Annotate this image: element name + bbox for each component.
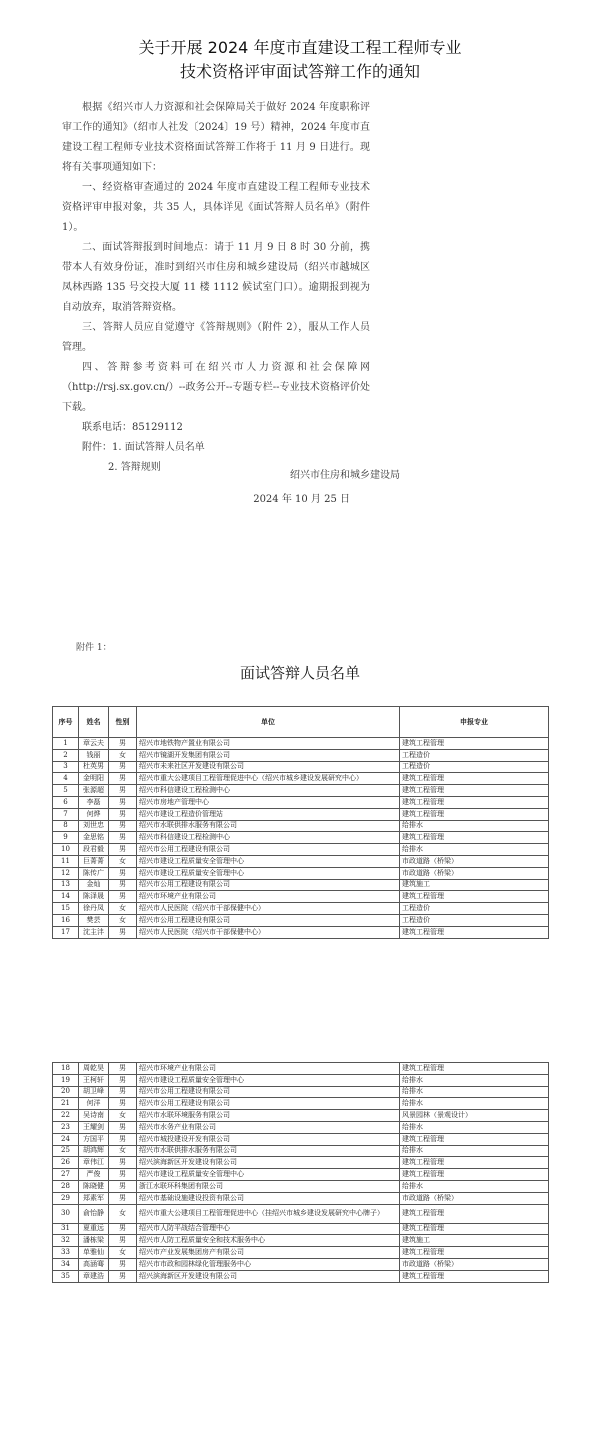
cell-unit: 浙江水联环科集团有限公司 [137,1180,400,1192]
table-row [53,1121,549,1133]
cell-unit: 绍兴市人防平战结合管理中心 [137,1223,400,1235]
table-row [53,879,549,891]
list-title: 面试答辩人员名单 [239,664,360,682]
cell-no: 22 [53,1110,79,1122]
cell-unit: 绍兴市水联环境服务有限公司 [137,1110,400,1122]
cell-name: 金灿 [79,879,109,891]
cell-no: 8 [53,820,79,832]
cell-gender: 男 [109,1169,137,1181]
cell-gender: 女 [109,1110,137,1122]
cell-name: 章云夫 [79,738,109,750]
cell-no: 5 [53,785,79,797]
header-name: 姓名 [79,707,109,738]
cell-name: 王耀剑 [79,1121,109,1133]
cell-major: 建筑工程管理 [400,1247,549,1259]
cell-name: 周乾昊 [79,1063,109,1075]
notice-paragraph-3: 二、面试答辩报到时间地点：请于 11 月 9 日 8 时 30 分前，携带本人有效身份证，准时到绍兴市住房和城乡建设局（绍兴市越城区凤林西路 135 号交投大厦 11 楼 1112 候试室门口）。逾期报到视为自动放弃，取消答辩资格。 [62,242,370,313]
cell-no: 35 [53,1270,79,1282]
cell-gender: 男 [109,820,137,832]
cell-major: 工程造价 [400,903,549,915]
table-row [53,1133,549,1145]
notice-paragraph-4: 三、答辩人员应自觉遵守《答辩规则》（附件 2），服从工作人员管理。 [62,322,370,353]
cell-no: 27 [53,1169,79,1181]
table-row [53,867,549,879]
cell-unit: 绍兴市建设工程质量安全管理中心 [137,867,400,879]
cell-unit: 绍兴市环境产业有限公司 [137,1063,400,1075]
cell-name: 方国平 [79,1133,109,1145]
cell-major: 工程造价 [400,761,549,773]
table-row [53,855,549,867]
cell-no: 29 [53,1192,79,1204]
cell-unit: 绍兴市科信建设工程检测中心 [137,832,400,844]
cell-unit: 绍兴市公用工程建设有限公司 [137,914,400,926]
notice-section [0,0,600,600]
cell-name: 段君毅 [79,844,109,856]
table-row [53,1086,549,1098]
cell-major: 建筑工程管理 [400,1223,549,1235]
cell-unit: 绍兴市市政和园林绿化管理服务中心 [137,1258,400,1270]
cell-name: 严俊 [79,1169,109,1181]
cell-unit: 绍兴市重大公建项目工程管理促进中心（挂绍兴市城乡建设发展研究中心牌子） [137,1204,400,1223]
cell-major: 给排水 [400,1180,549,1192]
cell-name: 陈泽晟 [79,891,109,903]
cell-name: 胡卫峰 [79,1086,109,1098]
cell-name: 张源超 [79,785,109,797]
table-row [53,1145,549,1157]
table-row [53,1204,549,1223]
cell-gender: 男 [109,891,137,903]
cell-major: 工程造价 [400,914,549,926]
cell-unit: 绍兴市人防工程质量安全和技术服务中心 [137,1235,400,1247]
cell-gender: 男 [109,773,137,785]
cell-unit: 绍兴市公用工程建设有限公司 [137,844,400,856]
table-row [53,773,549,785]
cell-gender: 男 [109,808,137,820]
table-row [53,1110,549,1122]
cell-major: 给排水 [400,1145,549,1157]
cell-major: 建筑工程管理 [400,1169,549,1181]
cell-name: 胡鸿辉 [79,1145,109,1157]
table-header-row [53,707,549,738]
cell-name: 刘世忠 [79,820,109,832]
table-row [53,1192,549,1204]
cell-major: 市政道路（桥梁） [400,1258,549,1270]
table-row [53,914,549,926]
cell-name: 章伟江 [79,1157,109,1169]
cell-no: 19 [53,1074,79,1086]
cell-major: 建筑工程管理 [400,785,549,797]
cell-major: 建筑工程管理 [400,773,549,785]
cell-name: 巨菁菁 [79,855,109,867]
cell-name: 何烨 [79,808,109,820]
cell-unit: 绍兴市环境产业有限公司 [137,891,400,903]
notice-paragraph-2: 一、经资格审查通过的 2024 年度市直建设工程工程师专业技术资格评审申报对象，共 35 人，具体详见《面试答辩人员名单》（附件 1）。 [62,182,370,233]
cell-gender: 女 [109,855,137,867]
cell-gender: 女 [109,749,137,761]
cell-gender: 男 [109,1258,137,1270]
cell-unit: 绍兴滨海新区开发建设有限公司 [137,1270,400,1282]
cell-gender: 男 [109,867,137,879]
cell-name: 吴诗南 [79,1110,109,1122]
notice-title-line1: 关于开展 2024 年度市直建设工程工程师专业 [138,38,462,57]
cell-unit: 绍兴市建设工程质量安全管理中心 [137,1169,400,1181]
cell-no: 20 [53,1086,79,1098]
table-row [53,1247,549,1259]
cell-major: 工程造价 [400,749,549,761]
cell-no: 14 [53,891,79,903]
cell-major: 市政道路（桥梁） [400,1192,549,1204]
cell-name: 李磊 [79,796,109,808]
cell-unit: 绍兴市城投建设开发有限公司 [137,1133,400,1145]
cell-unit: 绍兴市未来社区开发建设有限公司 [137,761,400,773]
cell-no: 33 [53,1247,79,1259]
header-unit: 单位 [137,707,400,738]
cell-gender: 女 [109,903,137,915]
cell-major: 建筑工程管理 [400,1063,549,1075]
cell-name: 陈晓健 [79,1180,109,1192]
cell-name: 俞怡静 [79,1204,109,1223]
table-row [53,820,549,832]
table-row [53,1180,549,1192]
cell-name: 单雅仙 [79,1247,109,1259]
cell-name: 章建浩 [79,1270,109,1282]
cell-unit: 绍兴市水联供排水服务有限公司 [137,820,400,832]
cell-gender: 男 [109,1270,137,1282]
cell-gender: 男 [109,785,137,797]
table-row [53,785,549,797]
cell-no: 16 [53,914,79,926]
cell-major: 建筑工程管理 [400,1133,549,1145]
cell-no: 10 [53,844,79,856]
cell-unit: 绍兴市重大公建项目工程管理促进中心（绍兴市城乡建设发展研究中心） [137,773,400,785]
cell-major: 市政道路（桥梁） [400,855,549,867]
cell-name: 金思铭 [79,832,109,844]
issuer-name: 绍兴市住房和城乡建设局 [290,470,400,481]
notice-paragraph-5: 四、答辩参考资料可在绍兴市人力资源和社会保障网（http://rsj.sx.gov.cn/）--政务公开--专题专栏--专业技术资格评价处下载。 [62,362,370,413]
cell-major: 建筑工程管理 [400,1270,549,1282]
cell-major: 给排水 [400,1121,549,1133]
cell-major: 风景园林（景观设计） [400,1110,549,1122]
cell-gender: 男 [109,1086,137,1098]
cell-major: 建筑工程管理 [400,808,549,820]
cell-no: 2 [53,749,79,761]
cell-gender: 男 [109,1180,137,1192]
cell-name: 郑素军 [79,1192,109,1204]
notice-title-line2: 技术资格评审面试答辩工作的通知 [179,62,420,81]
cell-unit: 绍兴市水联供排水服务有限公司 [137,1145,400,1157]
cell-name: 潘栋梁 [79,1235,109,1247]
cell-unit: 绍兴市科信建设工程检测中心 [137,785,400,797]
cell-gender: 男 [109,761,137,773]
table-row [53,1169,549,1181]
table-row [53,903,549,915]
cell-unit: 绍兴市人民医院（绍兴市干部保健中心） [137,926,400,938]
cell-major: 建筑工程管理 [400,832,549,844]
cell-gender: 女 [109,1204,137,1223]
attachments-label: 附件：1. 面试答辩人员名单 [82,442,205,453]
cell-no: 31 [53,1223,79,1235]
cell-unit: 绍兴市建设工程造价管理站 [137,808,400,820]
cell-gender: 女 [109,914,137,926]
table-row [53,1223,549,1235]
cell-unit: 绍兴市地铁物产置业有限公司 [137,738,400,750]
notice-title [40,36,560,84]
cell-unit: 绍兴市公用工程建设有限公司 [137,879,400,891]
table-row [53,1235,549,1247]
cell-no: 30 [53,1204,79,1223]
cell-name: 徐丹凤 [79,903,109,915]
cell-major: 给排水 [400,820,549,832]
cell-gender: 男 [109,1098,137,1110]
cell-unit: 绍兴市基础设施建设投资有限公司 [137,1192,400,1204]
table-row [53,808,549,820]
cell-major: 给排水 [400,1098,549,1110]
cell-unit: 绍兴市人民医院（绍兴市干部保健中心） [137,903,400,915]
table-row [53,1270,549,1282]
cell-no: 9 [53,832,79,844]
roster-table-part2 [52,1062,549,1283]
cell-gender: 男 [109,832,137,844]
cell-gender: 男 [109,1074,137,1086]
cell-no: 12 [53,867,79,879]
cell-name: 沈主沣 [79,926,109,938]
cell-unit: 绍兴市水务产业有限公司 [137,1121,400,1133]
cell-no: 4 [53,773,79,785]
cell-gender: 男 [109,879,137,891]
cell-no: 18 [53,1063,79,1075]
cell-gender: 男 [109,1133,137,1145]
cell-name: 杜英男 [79,761,109,773]
cell-major: 建筑工程管理 [400,1157,549,1169]
cell-unit: 绍兴市建设工程质量安全管理中心 [137,855,400,867]
table-row [53,1074,549,1086]
cell-no: 25 [53,1145,79,1157]
cell-major: 建筑工程管理 [400,891,549,903]
cell-no: 6 [53,796,79,808]
cell-gender: 男 [109,1192,137,1204]
cell-no: 32 [53,1235,79,1247]
table-row [53,926,549,938]
cell-major: 建筑工程管理 [400,1204,549,1223]
cell-no: 23 [53,1121,79,1133]
cell-unit: 绍兴市公用工程建设有限公司 [137,1086,400,1098]
notice-body [62,98,370,478]
cell-gender: 男 [109,1063,137,1075]
cell-no: 24 [53,1133,79,1145]
notice-paragraph-1: 根据《绍兴市人力资源和社会保障局关于做好 2024 年度职称评审工作的通知》（绍市人社发〔2024〕19 号）精神，2024 年度市直建设工程工程师专业技术资格面试答辩工作将于 11 月 9 日进行。现将有关事项通知如下： [62,102,370,173]
cell-unit: 绍兴市镜湖开发集团有限公司 [137,749,400,761]
cell-gender: 男 [109,1157,137,1169]
cell-name: 陈传广 [79,867,109,879]
cell-major: 建筑工程管理 [400,926,549,938]
table-row [53,749,549,761]
issue-date: 2024 年 10 月 25 日 [253,494,350,505]
cell-gender: 男 [109,1121,137,1133]
table-row [53,761,549,773]
cell-no: 3 [53,761,79,773]
cell-gender: 男 [109,926,137,938]
cell-major: 给排水 [400,1086,549,1098]
cell-name: 王柯轩 [79,1074,109,1086]
cell-name: 樊芸 [79,914,109,926]
attachment-2: 2. 答辩规则 [108,462,161,473]
table-row [53,738,549,750]
cell-name: 夏重远 [79,1223,109,1235]
attachment-1-label: 附件 1： [76,643,112,653]
cell-name: 金明阳 [79,773,109,785]
cell-major: 建筑工程管理 [400,796,549,808]
cell-name: 高涵骞 [79,1258,109,1270]
cell-no: 7 [53,808,79,820]
cell-major: 建筑工程管理 [400,738,549,750]
cell-major: 给排水 [400,1074,549,1086]
roster-table-part1 [52,706,549,939]
cell-gender: 男 [109,796,137,808]
cell-no: 17 [53,926,79,938]
cell-major: 建筑施工 [400,1235,549,1247]
header-no: 序号 [53,707,79,738]
cell-major: 市政道路（桥梁） [400,867,549,879]
cell-unit: 绍兴滨海新区开发建设有限公司 [137,1157,400,1169]
table-row [53,844,549,856]
cell-no: 26 [53,1157,79,1169]
cell-gender: 女 [109,1145,137,1157]
table-row [53,891,549,903]
cell-unit: 绍兴市房地产管理中心 [137,796,400,808]
table-row [53,796,549,808]
cell-gender: 男 [109,1235,137,1247]
table-row [53,1098,549,1110]
cell-major: 给排水 [400,844,549,856]
cell-name: 钱丽 [79,749,109,761]
cell-gender: 男 [109,1223,137,1235]
cell-no: 15 [53,903,79,915]
header-major: 申报专业 [400,707,549,738]
cell-no: 13 [53,879,79,891]
table-row [53,1258,549,1270]
cell-no: 21 [53,1098,79,1110]
table-row [53,1063,549,1075]
cell-unit: 绍兴市产业发展集团房产有限公司 [137,1247,400,1259]
cell-no: 28 [53,1180,79,1192]
cell-no: 1 [53,738,79,750]
contact-phone: 联系电话：85129112 [82,422,183,433]
cell-gender: 男 [109,738,137,750]
cell-unit: 绍兴市建设工程质量安全管理中心 [137,1074,400,1086]
cell-no: 34 [53,1258,79,1270]
cell-gender: 男 [109,844,137,856]
cell-gender: 女 [109,1247,137,1259]
table-row [53,1157,549,1169]
cell-name: 何洋 [79,1098,109,1110]
header-gender: 性别 [109,707,137,738]
cell-major: 建筑施工 [400,879,549,891]
cell-unit: 绍兴市公用工程建设有限公司 [137,1098,400,1110]
cell-no: 11 [53,855,79,867]
table-row [53,832,549,844]
